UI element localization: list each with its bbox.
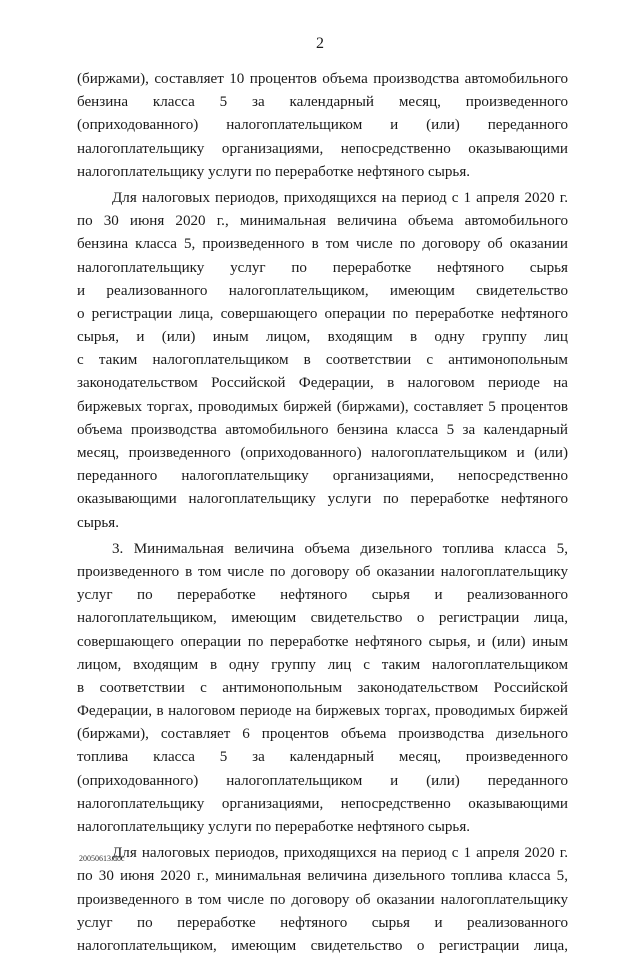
text-line: и реализованного налогоплательщиком, имеющим свидетельство bbox=[77, 282, 568, 299]
text-line: топлива класса 5 за календарный месяц, произведенного bbox=[77, 749, 568, 766]
text-line: произведенного в том числе по договору об оказании налогоплательщику bbox=[77, 563, 568, 580]
page-number: 2 bbox=[316, 35, 324, 52]
text-line: (оприходованного) налогоплательщиком и (или) переданного bbox=[77, 772, 568, 789]
text-line: 3. Минимальная величина объема дизельного топлива класса 5, bbox=[112, 540, 568, 557]
text-line: (оприходованного) налогоплательщиком и (или) переданного bbox=[77, 117, 568, 134]
text-line: произведенного в том числе по договору об оказании налогоплательщику bbox=[77, 891, 568, 908]
text-line: по 30 июня 2020 г., минимальная величина объема автомобильного bbox=[77, 213, 568, 230]
text-line: услуг по переработке нефтяного сырья и реализованного bbox=[77, 587, 568, 604]
text-line: переданного налогоплательщику организациями, непосредственно bbox=[77, 468, 568, 485]
text-line: бензина класса 5 за календарный месяц, произведенного bbox=[77, 94, 568, 111]
text-line: сырья, и (или) иным лицом, входящим в одну группу лиц bbox=[77, 329, 568, 346]
text-line: налогоплательщиком, имеющим свидетельство о регистрации лица, bbox=[77, 937, 568, 954]
document-body bbox=[77, 68, 568, 958]
paragraph bbox=[77, 187, 568, 535]
text-line: сырья. bbox=[77, 514, 119, 531]
text-line: совершающего операции по переработке нефтяного сырья, и (или) иным bbox=[77, 633, 568, 650]
text-line: Федерации, в налоговом периоде на биржевых торгах, проводимых биржей bbox=[77, 703, 568, 720]
text-line: налогоплательщику услуг по переработке нефтяного сырья bbox=[77, 259, 568, 276]
text-line: налогоплательщиком, имеющим свидетельство о регистрации лица, bbox=[77, 610, 568, 627]
text-line: бензина класса 5, произведенного в том числе по договору об оказании bbox=[77, 236, 568, 253]
text-line: Для налоговых периодов, приходящихся на период с 1 апреля 2020 г. bbox=[112, 189, 568, 206]
text-line: налогоплательщику услуги по переработке нефтяного сырья. bbox=[77, 163, 471, 180]
paragraph bbox=[77, 538, 568, 839]
paragraph bbox=[77, 842, 568, 958]
text-line: Для налоговых периодов, приходящихся на период с 1 апреля 2020 г. bbox=[112, 845, 568, 862]
text-line: месяц, произведенного (оприходованного) налогоплательщиком и (или) bbox=[77, 445, 568, 461]
text-line: лицом, входящим в одну группу лиц с таким налогоплательщиком bbox=[77, 656, 568, 673]
text-line: законодательством Российской Федерации, в налоговом периоде на bbox=[77, 375, 568, 392]
text-line: объема производства автомобильного бензина класса 5 за календарный bbox=[77, 421, 568, 438]
text-line: в соответствии с антимонопольным законодательством Российской bbox=[77, 679, 568, 696]
text-line: налогоплательщику организациями, непосредственно оказывающими bbox=[77, 795, 568, 812]
paragraph bbox=[77, 68, 568, 184]
text-line: налогоплательщику услуги по переработке нефтяного сырья. bbox=[77, 819, 471, 835]
text-line: (биржами), составляет 6 процентов объема производства дизельного bbox=[77, 726, 568, 743]
text-line: (биржами), составляет 10 процентов объема производства автомобильного bbox=[77, 71, 568, 87]
text-line: с таким налогоплательщиком в соответствии с антимонопольным bbox=[77, 352, 568, 369]
text-line: налогоплательщику организациями, непосредственно оказывающими bbox=[77, 140, 568, 157]
text-line: биржевых торгах, проводимых биржей (биржами), составляет 5 процентов bbox=[77, 398, 568, 415]
text-line: по 30 июня 2020 г., минимальная величина дизельного топлива класса 5, bbox=[77, 868, 568, 885]
text-line: о регистрации лица, совершающего операции по переработке нефтяного bbox=[77, 305, 568, 322]
text-line: оказывающими налогоплательщику услуги по переработке нефтяного bbox=[77, 491, 568, 508]
text-line: услуг по переработке нефтяного сырья и реализованного bbox=[77, 914, 568, 931]
document-filename-footer: 20050613.doc bbox=[79, 854, 125, 863]
